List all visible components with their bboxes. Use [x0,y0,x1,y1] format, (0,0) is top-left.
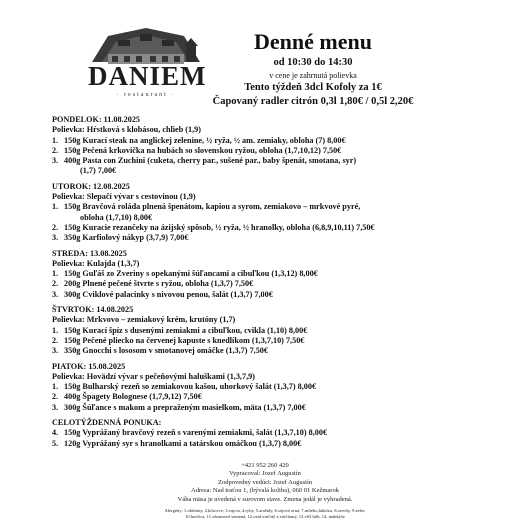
day-heading: ŠTVRTOK: 14.08.2025 [52,305,134,315]
menu-item [52,136,482,146]
item-number: 1. [52,135,59,145]
building-icon [88,26,204,66]
item-number: 3. [52,156,59,166]
item-description: 300g Cviklové palacinky s nivovou penou, šalát (1,3,7) 7,00€ [64,289,273,299]
menu-item [52,428,482,438]
item-description: 150g Bravčová roláda plnená špenátom, kapiou a syrom, zemiakovo – mrkvové pyré, [64,202,361,212]
item-description: 150g Guľáš zo Zveriny s opekanými šúľancami a cibuľkou (1,3,12) 8,00€ [64,269,318,279]
item-description: 300g Šúľance s makom a prepraženým masielkom, mäta (1,3,7) 7,00€ [64,402,306,412]
item-continuation: (1,7) 7,00€ [80,166,117,176]
day-heading: STREDA: 13.08.2025 [52,248,127,258]
prepared-by: Vypracoval: Jozef Augustín [229,470,301,478]
responsible-manager: Zodpovedný vedúci: Jozef Augustín [217,478,313,486]
soup-of-day: Polievka: Hovädzí vývar s pečeňovými haluškami (1,3,7,9) [52,371,255,381]
item-number: 3. [52,346,59,356]
item-description: 150g Kuracie rezančeky na ázijský spôsob, ½ ryža, ½ hranolky, obloha (6,8,9,10,11) 7,50€ [64,222,375,232]
item-description: 350g Gnocchi s lososom v smotanovej omáčke (1,3,7) 7,50€ [64,346,268,356]
item-description: 150g Vyprážaný bravčový rezeň s varenými zemiakmi, šalát (1,3,7,10) 8,00€ [64,428,328,438]
allergen-legend [40,508,490,520]
menu-day [52,249,482,300]
menu-item [52,290,482,300]
phone-number: +421 952 260 420 [241,462,289,469]
item-number: 1. [52,382,59,392]
allergen-line: Alergény: 1.obilniny, 2.kôrovce, 3.vajcia, 4.ryby, 5.arašidy, 6.sójové zrná, 7.mlieko,laktóza, 8.orechy, 9.zeler, [164,508,366,513]
soup-of-day: Polievka: Hŕstková s klobásou, chlieb (1,9) [52,125,201,135]
address: Adresa: Nad traťou 1, (bývalá koliba), 060 01 Kežmarok [191,487,339,495]
radler-offer: Čapovaný radler citrón 0,3l 1,80€ / 0,5l 2,20€ [212,96,414,107]
menu-item [52,223,482,233]
menu-day [52,182,482,244]
weekly-offer: Tento týždeň 3dcl Kofoly za 1€ [244,82,382,93]
allergen-line: 10.horčica, 11.sézamové semená, 12.oxid siričitý a siričitany, 13.vlčí bôb, 14. mäkkýše [185,514,345,520]
logo-subtitle: · restaurant · [116,92,176,98]
item-description: 120g Vyprážaný syr s hranolkami a tatárskou omáčkou (1,3,7) 8,00€ [64,438,302,448]
item-description: 150g Pečené pliecko na červenej kapuste s knedlíkom (1,3,7,10) 7,50€ [64,335,305,345]
item-number: 3. [52,402,59,412]
day-heading: UTOROK: 12.08.2025 [52,181,130,191]
item-description: 400g Pasta con Zuchini (cuketa, cherry par., sušené par., baby špenát, smotana, syr) [64,156,357,166]
item-number: 2. [52,222,59,232]
soup-of-day: Polievka: Kulajda (1,3,7) [52,258,140,268]
item-number: 2. [52,145,59,155]
item-number: 3. [52,233,59,243]
item-description: 400g Špagety Bolognese (1,7,9,12) 7,50€ [64,392,202,402]
item-number: 1. [52,269,59,279]
menu-item [52,382,482,392]
menu-item [52,279,482,289]
item-number: 3. [52,289,59,299]
item-continuation: obloha (1,7,10) 8,00€ [80,212,153,222]
menu-item [52,403,482,413]
menu-item [52,233,482,243]
logo-wordmark: DANIEM [88,61,207,91]
menu-item [52,336,482,346]
menu-item [52,439,482,449]
opening-hours: od 10:30 do 14:30 [273,57,353,68]
item-number: 4. [52,428,59,438]
item-number: 2. [52,279,59,289]
restaurant-footer [100,462,430,504]
soup-included-note: v cene je zahrnutá polievka [269,71,357,80]
item-number: 2. [52,392,59,402]
menu-item [52,156,482,166]
day-heading: CELOTÝŽDENNÁ PONUKA: [52,418,162,428]
menu-item [52,269,482,279]
item-number: 1. [52,325,59,335]
page-title: Denné menu [254,29,372,54]
item-description: 200g Plnené pečené štvrte s ryžou, obloha (1,3,7) 7,50€ [64,279,254,289]
menu-item [52,392,482,402]
item-description: 150g Kurací steak na anglickej zelenine, ½ ryža, ½ am. zemiaky, obloha (7) 8,00€ [64,135,346,145]
menu-item [52,202,482,212]
weekly-menu [52,115,482,454]
menu-item [52,346,482,356]
soup-of-day: Polievka: Mrkvovo – zemiakový krém, krutóny (1,7) [52,315,236,325]
item-number: 5. [52,438,59,448]
menu-header [210,30,416,109]
menu-item [52,146,482,156]
weight-note: Váha mäsa je uvedená v surovom stave. Zmena jedál je vyhradená. [177,495,353,503]
soup-of-day: Polievka: Slepačí vývar s cestovinou (1,9) [52,192,196,202]
menu-day [52,305,482,356]
menu-item [52,326,482,336]
restaurant-logo [88,26,207,100]
menu-day [52,418,482,449]
item-number: 1. [52,202,59,212]
day-heading: PONDELOK: 11.08.2025 [52,115,141,124]
item-description: 150g Pečená krkovička na hubách so slovenskou ryžou, obloha (1,7,10,12) 7,50€ [64,145,342,155]
item-description: 150g Bulharský rezeň so zemiakovou kašou, uhorkový šalát (1,3,7) 8,00€ [64,382,317,392]
menu-day [52,115,482,177]
day-heading: PIATOK: 15.08.2025 [52,361,126,371]
menu-day [52,362,482,413]
item-number: 2. [52,335,59,345]
item-description: 150g Kurací špíz s dusenými zemiakmi a cibuľkou, cvikla (1,10) 8,00€ [64,325,308,335]
item-description: 350g Karfiolový nákyp (3,7,9) 7,00€ [64,233,189,243]
